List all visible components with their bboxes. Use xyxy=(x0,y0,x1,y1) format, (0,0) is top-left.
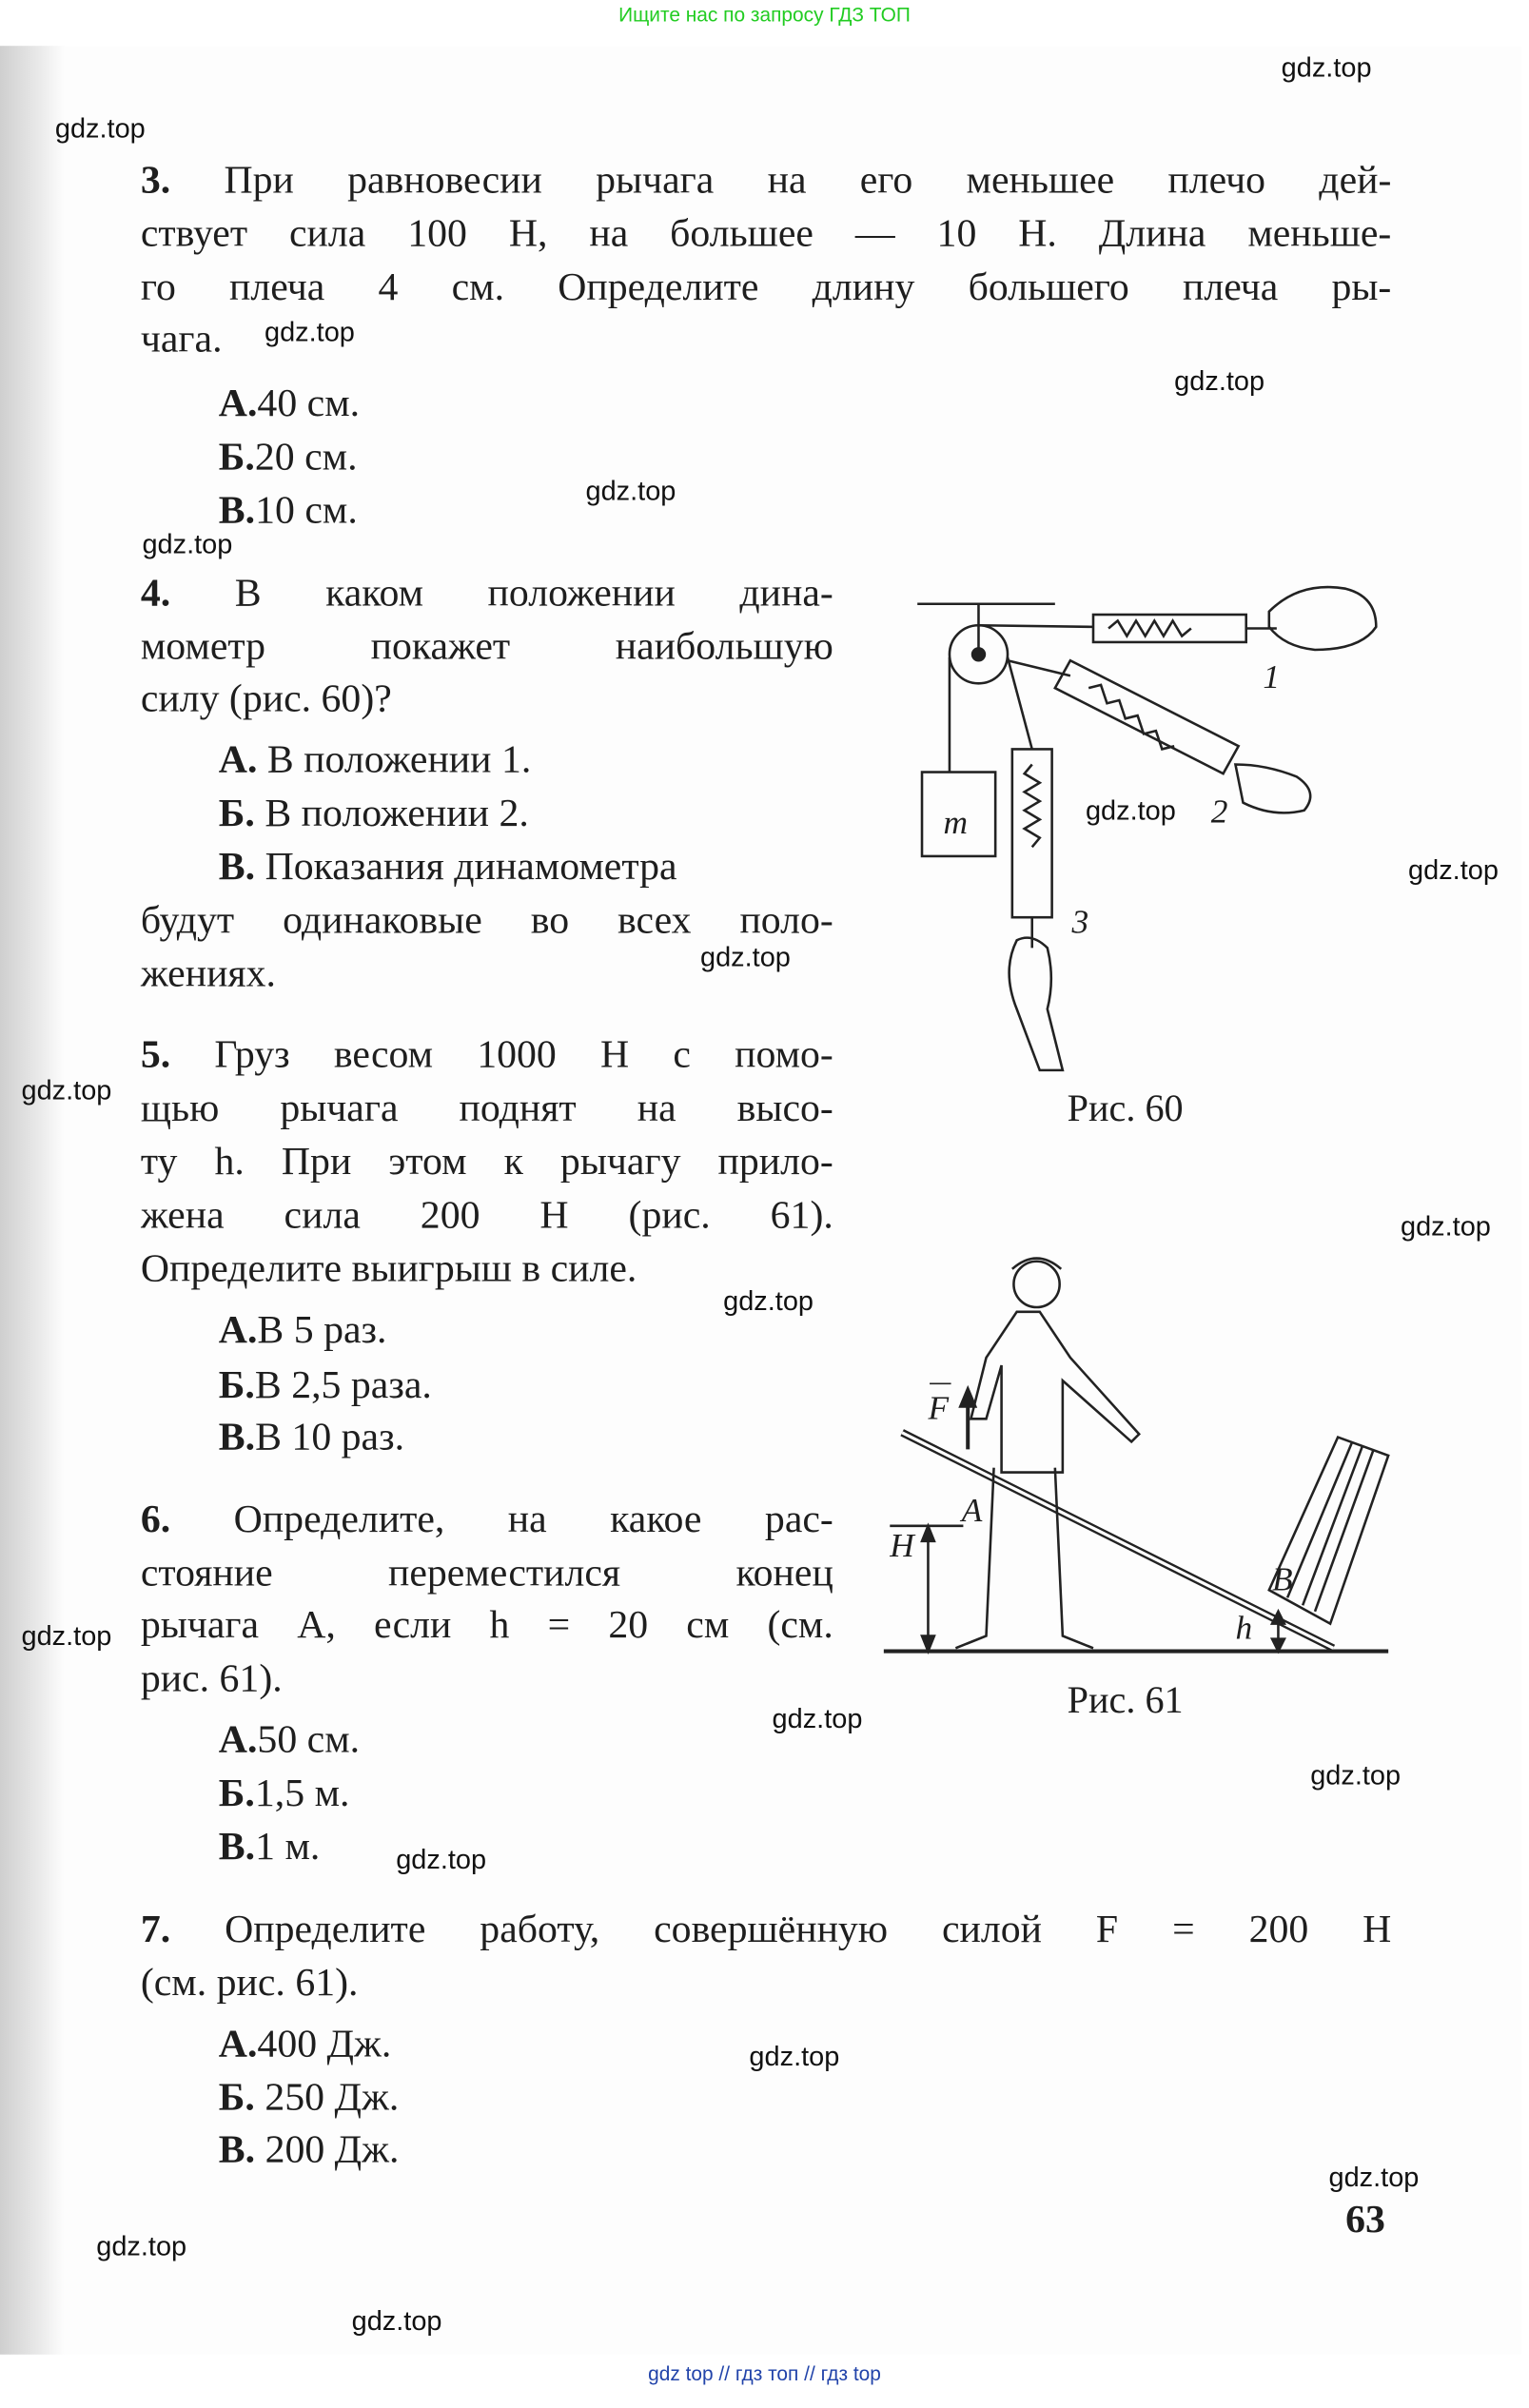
watermark[interactable]: gdz.top xyxy=(1401,1210,1491,1242)
watermark[interactable]: gdz.top xyxy=(396,1844,487,1875)
answer-letter: Б. xyxy=(218,2074,255,2120)
problem-text-line: ту h. При этом к рычагу прило- xyxy=(140,1139,833,1184)
answer-letter: А. xyxy=(218,2021,258,2066)
answer-text: 400 Дж. xyxy=(257,2021,392,2066)
boy-head xyxy=(1013,1262,1059,1307)
label-h: h xyxy=(1235,1608,1253,1647)
answer-letter: Б. xyxy=(218,434,255,479)
answer-text: В 5 раз. xyxy=(257,1306,387,1352)
problem-text-line: силу (рис. 60)? xyxy=(140,675,392,720)
dynamometer-1 xyxy=(1093,615,1246,642)
problem-text-line: Определите выигрыш в силе. xyxy=(140,1245,637,1291)
problem-text-line: В каком положении дина- xyxy=(234,570,833,616)
answer-text: 20 см. xyxy=(254,434,358,479)
footer-links[interactable]: gdz top // гдз топ // гдз top xyxy=(648,2361,881,2385)
answer-letter: В. xyxy=(218,487,256,533)
answer-letter: В. xyxy=(218,2126,256,2171)
problem-text-line: стояние переместился конец xyxy=(140,1550,833,1596)
answer-text: В 10 раз. xyxy=(255,1414,405,1459)
answer-letter: Б. xyxy=(218,1361,255,1407)
problem-number: 4. xyxy=(140,570,171,616)
answer-letter: Б. xyxy=(218,790,255,835)
answer-letter: В. xyxy=(218,844,256,889)
figure-60-caption: Рис. 60 xyxy=(1067,1088,1184,1130)
label-H: H xyxy=(890,1525,914,1564)
problem-text-line: (см. рис. 61). xyxy=(140,1960,359,2005)
search-banner[interactable]: Ищите нас по запросу ГДЗ ТОП xyxy=(618,3,911,27)
watermark[interactable]: gdz.top xyxy=(142,529,233,560)
hand-2-icon xyxy=(1235,765,1310,813)
label-position-1: 1 xyxy=(1263,657,1281,696)
problem-text-line: Определите, на какое рас- xyxy=(233,1497,833,1541)
problem-text-line: рычага A, если h = 20 см (см. xyxy=(140,1602,833,1647)
watermark[interactable]: gdz.top xyxy=(700,941,791,973)
watermark[interactable]: gdz.top xyxy=(1408,854,1499,886)
problem-text-line: При равновесии рычага на его меньшее плечо дей- xyxy=(224,157,1392,203)
watermark[interactable]: gdz.top xyxy=(585,475,676,506)
watermark[interactable]: gdz.top xyxy=(1085,794,1176,826)
hand-1-icon xyxy=(1269,587,1376,650)
answer-text: 250 Дж. xyxy=(265,2074,400,2120)
problem-number: 5. xyxy=(140,1031,171,1077)
watermark[interactable]: gdz.top xyxy=(1328,2162,1420,2193)
watermark[interactable]: gdz.top xyxy=(21,1074,112,1106)
answer-letter: А. xyxy=(218,1306,258,1352)
answer-text: В положении 2. xyxy=(265,790,529,835)
problem-text-line: ствует сила 100 Н, на большее — 10 Н. Длина меньше- xyxy=(140,210,1392,256)
answer-text: 50 см. xyxy=(257,1716,361,1762)
answer-text: 200 Дж. xyxy=(265,2126,400,2171)
problem-text-line: щью рычага поднят на высо- xyxy=(140,1085,833,1130)
answer-letter: А. xyxy=(218,381,258,425)
dynamometer-2 xyxy=(1055,660,1239,773)
boy-body xyxy=(970,1312,1139,1473)
answer-letter: А. xyxy=(218,736,258,782)
answer-text-continuation: будут одинаковые во всех поло- xyxy=(140,897,833,942)
watermark[interactable]: gdz.top xyxy=(351,2305,442,2337)
watermark[interactable]: gdz.top xyxy=(1310,1759,1402,1791)
answer-text: 10 см. xyxy=(255,487,358,533)
answer-text-continuation: жениях. xyxy=(140,950,276,996)
watermark[interactable]: gdz.top xyxy=(772,1703,863,1734)
problem-text-line: Определите работу, совершённую силой F = 200 Н xyxy=(225,1906,1392,1951)
figure-61-lever-diagram xyxy=(884,1259,1388,1652)
watermark[interactable]: gdz.top xyxy=(96,2230,187,2261)
problem-text-line: чага. xyxy=(140,316,223,362)
watermark[interactable]: gdz.top xyxy=(1281,51,1372,83)
label-A: A xyxy=(961,1490,983,1529)
problem-text-line: мометр покажет наибольшую xyxy=(140,623,833,669)
watermark[interactable]: gdz.top xyxy=(1174,365,1265,397)
answer-letter: А. xyxy=(218,1716,258,1762)
answer-letter: В. xyxy=(218,1414,256,1459)
answer-text: 1 м. xyxy=(255,1824,321,1869)
answer-letter: Б. xyxy=(218,1770,255,1815)
problem-number: 6. xyxy=(140,1497,171,1541)
answer-text: 1,5 м. xyxy=(254,1770,350,1815)
problem-text-line: жена сила 200 Н (рис. 61). xyxy=(140,1192,833,1238)
answer-text: В 2,5 раза. xyxy=(254,1361,432,1407)
problem-text-line: Груз весом 1000 Н с помо- xyxy=(214,1031,833,1077)
page-number: 63 xyxy=(1345,2197,1385,2242)
problem-number: 7. xyxy=(140,1906,171,1951)
watermark[interactable]: gdz.top xyxy=(265,316,355,347)
hand-3-icon xyxy=(1010,938,1063,1070)
label-mass: m xyxy=(943,802,969,841)
watermark[interactable]: gdz.top xyxy=(749,2041,840,2072)
answer-text: 40 см. xyxy=(257,381,361,425)
answer-text: Показания динамометра xyxy=(265,844,677,889)
watermark[interactable]: gdz.top xyxy=(21,1620,112,1652)
problem-text-line: рис. 61). xyxy=(140,1655,283,1700)
problem-number: 3. xyxy=(140,157,171,203)
label-B: B xyxy=(1272,1559,1293,1598)
answer-letter: В. xyxy=(218,1824,256,1869)
figure-60-dynamometer-diagram xyxy=(917,587,1376,1070)
label-position-3: 3 xyxy=(1071,902,1089,941)
watermark[interactable]: gdz.top xyxy=(723,1285,814,1317)
watermark[interactable]: gdz.top xyxy=(54,112,146,145)
label-position-2: 2 xyxy=(1210,792,1228,831)
label-force: F xyxy=(928,1388,950,1427)
figure-61-caption: Рис. 61 xyxy=(1067,1680,1184,1722)
problem-text-line: го плеча 4 см. Определите длину большего плеча ры- xyxy=(140,264,1392,309)
answer-text: В положении 1. xyxy=(266,736,532,782)
